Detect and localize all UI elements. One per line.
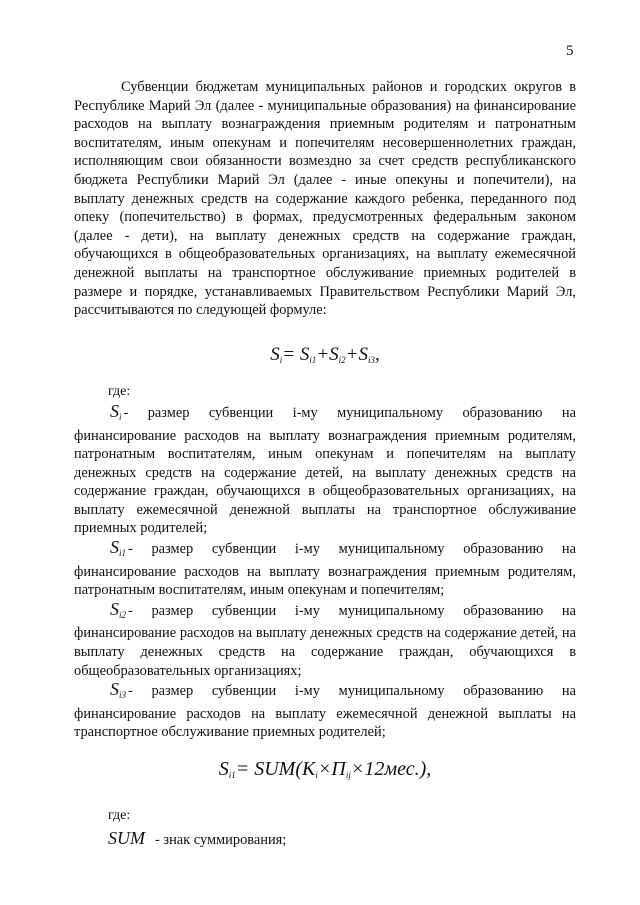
definition-si1: $S_{i1}$ - размер субвенции i-му муниципальному образованию на финансирование расходов на выплату вознаграждения приемным родителям, патронатным воспитателям, иным опекунам и попечителям; — [74, 537, 576, 599]
definition-si: $S_i$ - размер субвенции i-му муниципальному образованию на финансирование расходов на выплату вознаграждения приемным родителям, патронатным воспитателям, иным опекунам и попечителям на выплату денежных средств на содержание детей, на выплату денежных средств на содержание граждан, обучающихся в общеобразовательных организациях, на выплату ежемесячной денежной выплаты на транспортное обслуживание приемных родителей; — [74, 400, 576, 537]
formula-si: $S_i= S_{i1}+S_{i2}+S_{i3}$, — [270, 343, 380, 365]
definition-si2: $S_{i2}$ - размер субвенции i-му муниципальному образованию на финансирование расходов на выплату денежных средств на содержание детей, на выплату денежных средств на содержание граждан, обучающихся в общеобразовательных организациях; — [74, 598, 576, 679]
document-body — [74, 78, 576, 850]
definition-sum: SUM - знак суммирования; — [108, 828, 287, 849]
where-label: где: — [108, 384, 131, 400]
intro-paragraph: Субвенции бюджетам муниципальных районов и городских округов в Республике Марий Эл (далее - муниципальные образования) на финансирование расходов на выплату вознаграждения приемным родителям и патронатным воспитателям, иным опекунам и попечителям несовершеннолетних граждан, исполняющим свои обязанности возмездно за счет средств республиканского бюджета Республики Марий Эл (далее - иные опекуны и попечители), на выплату денежных средств на содержание каждого ребенка, переданного под опеку (попечительство) в формах, предусмотренных федеральным законом (далее - дети), на выплату денежных средств на содержание граждан, обучающихся в общеобразовательных организациях, на выплату ежемесячной денежной выплаты на транспортное обслуживание приемных родителей в размере и порядке, устанавливаемых Правительством Республики Марий Эл, рассчитываются по следующей формуле: — [74, 79, 576, 319]
where-label-2: где: — [108, 807, 131, 823]
formula-si1: $S_{i1}= SUM(K_i\times П_{ij}\times 12мес.)$, — [218, 758, 432, 780]
definition-si3: $S_{i3}$ - размер субвенции i-му муниципальному образованию на финансирование расходов на выплату ежемесячной денежной выплаты на транспортное обслуживание приемных родителей; — [74, 679, 576, 741]
page-number: 5 — [566, 43, 574, 59]
